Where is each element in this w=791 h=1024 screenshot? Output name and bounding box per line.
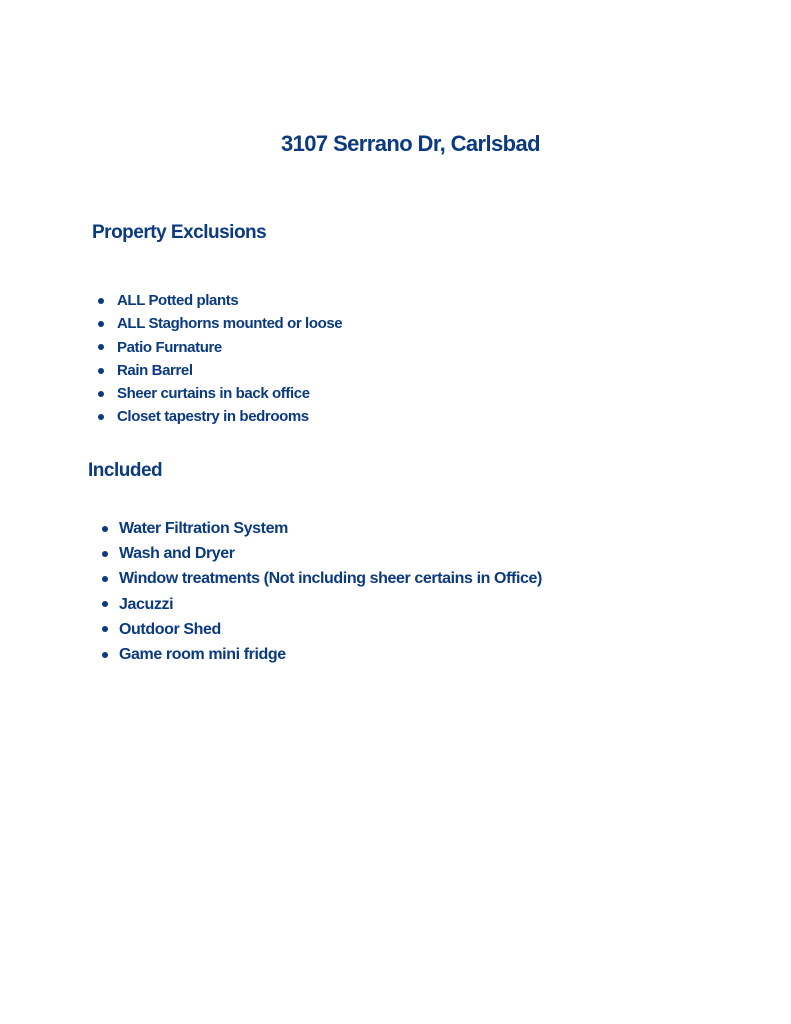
bullet-icon — [102, 601, 108, 607]
bullet-icon — [102, 652, 108, 658]
included-list — [102, 516, 542, 667]
exclusions-list — [98, 289, 342, 429]
bullet-icon — [102, 526, 108, 532]
list-item — [102, 541, 542, 566]
included-heading: Included — [88, 460, 163, 481]
bullet-icon — [102, 551, 108, 557]
list-item-text: Closet tapestry in bedrooms — [117, 408, 309, 426]
bullet-icon — [102, 576, 108, 582]
list-item-text: Jacuzzi — [119, 595, 174, 613]
list-item — [98, 312, 342, 335]
bullet-icon — [98, 298, 104, 304]
bullet-icon — [98, 344, 104, 350]
list-item-text: Water Filtration System — [119, 520, 288, 537]
list-item-text: Patio Furnature — [117, 338, 222, 356]
list-item — [98, 289, 342, 312]
list-item-text: Outdoor Shed — [119, 620, 221, 638]
list-item — [98, 359, 342, 382]
list-item — [102, 566, 542, 591]
bullet-icon — [98, 321, 104, 327]
list-item-text: Window treatments (Not including sheer certains in Office) — [119, 570, 542, 588]
bullet-icon — [98, 391, 104, 397]
list-item-text: ALL Staghorns mounted or loose — [117, 315, 343, 333]
list-item — [102, 592, 542, 617]
list-item-text: Rain Barrel — [117, 361, 193, 379]
bullet-icon — [98, 368, 104, 374]
list-item-text: Sheer curtains in back office — [117, 385, 310, 403]
list-item — [98, 382, 342, 405]
exclusions-heading: Property Exclusions — [92, 222, 267, 243]
list-item — [102, 516, 542, 541]
list-item-text: Wash and Dryer — [119, 545, 235, 563]
list-item-text: ALL Potted plants — [117, 292, 239, 309]
bullet-icon — [102, 626, 108, 632]
list-item — [98, 405, 342, 428]
list-item — [102, 617, 542, 642]
page-title: 3107 Serrano Dr, Carlsbad — [281, 131, 540, 156]
bullet-icon — [98, 414, 104, 420]
list-item — [98, 336, 342, 359]
list-item-text: Game room mini fridge — [119, 645, 286, 663]
list-item — [102, 642, 542, 667]
